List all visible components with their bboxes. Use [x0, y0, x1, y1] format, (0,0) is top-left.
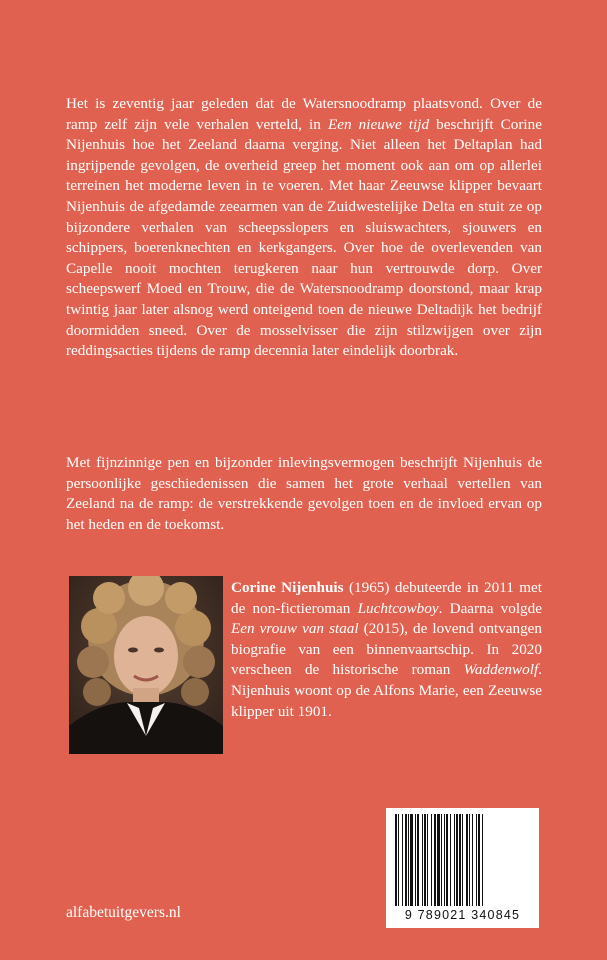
barcode-bar [434, 814, 436, 906]
isbn-number: 9 789021 340845 [404, 908, 521, 922]
author-bio [231, 578, 542, 722]
blurb-paragraph-2: Met fijnzinnige pen en bijzonder inlevingsvermogen beschrijft Nijenhuis de persoonlijke geschiedenissen die samen het grote verhaal vertellen van Zeeland na de ramp: de verstrekkende gevolgen toen en de invloed ervan op het heden en de toekomst. [66, 454, 542, 533]
barcode-bar [417, 814, 419, 906]
barcode-bar [476, 814, 477, 906]
barcode-bar [466, 814, 468, 906]
barcode-bar [405, 814, 407, 906]
isbn-barcode [386, 808, 539, 928]
barcode-bar [472, 814, 473, 906]
barcode-bar [462, 814, 463, 906]
blurb-paragraph-1 [66, 94, 542, 362]
barcode-bar [454, 814, 455, 906]
book-title: Een vrouw van staal [231, 620, 359, 638]
bio-text: . Daarna volgde [438, 599, 542, 617]
barcode-bar [424, 814, 426, 906]
bio-text: . Nijenhuis woont op de Alfons Marie, een Zeeuwse klipper uit 1901. [231, 661, 542, 720]
barcode-bar [410, 814, 413, 906]
barcode-bar [398, 814, 399, 906]
barcode-bar [444, 814, 445, 906]
barcode-bar [446, 814, 448, 906]
author-portrait-illustration [69, 576, 223, 754]
barcode-bar [427, 814, 428, 906]
barcode-bar [422, 814, 423, 906]
blurb-text: Het is zeventig jaar geleden dat de Watersnoodramp plaatsvond. Over de ramp zelf zijn vele verhalen verteld, in [66, 95, 542, 133]
barcode-bar [408, 814, 409, 906]
author-name: Corine Nijenhuis [231, 579, 344, 596]
bio-text: (1965) debuteerde in 2011 met de non-fictieroman [231, 579, 542, 617]
barcode-bar [478, 814, 480, 906]
author-photo [69, 576, 223, 754]
barcode-bar [482, 814, 483, 906]
barcode-bar [437, 814, 440, 906]
blurb-text: beschrijft Corine Nijenhuis hoe het Zeeland daarna verging. Niet alleen het Deltaplan had ingrijpende gevolgen, de overheid greep het moment ook aan om op allerlei terreinen het moderne leven in te voeren. Met haar Zeeuwse klipper bevaart Nijenhuis de afgedamde zeearmen van de Zuidwestelijke Delta en stuit ze op bijzondere verhalen van scheepsslopers en sluiswachters, sjouwers en schippers, boerenknechten en kerkgangers. Over hoe de overlevenden van Capelle nooit mochten terugkeren naar hun vertrouwde dorp. Over scheepswerf Moed en Trouw, die de Watersnoodramp doorstond, maar krap twintig jaar later alsnog werd onteigend toen de nieuwe Deltadijk het bedrijf doormidden sneed. Over de mosselvisser die zijn stilzwijgen over zijn reddingsacties tijdens de ramp decennia later eindelijk doorbrak. [66, 115, 542, 360]
barcode-bar [450, 814, 451, 906]
barcode-bar [456, 814, 458, 906]
barcode-bar [431, 814, 432, 906]
barcode-bar [395, 814, 397, 906]
barcode-bar [441, 814, 442, 906]
barcode-bars [386, 814, 539, 914]
publisher-url: alfabetuitgevers.nl [66, 904, 181, 921]
barcode-bar [402, 814, 403, 906]
barcode-bar [469, 814, 470, 906]
barcode-bar [459, 814, 461, 906]
bio-text: (2015), de lovend ontvangen biografie van een binnenvaartschip. In 2020 verscheen de historische roman [231, 620, 542, 679]
book-title: Een nieuwe tijd [327, 115, 430, 133]
book-title: Waddenwolf [463, 661, 539, 679]
barcode-bar [415, 814, 416, 906]
book-title: Luchtcowboy [357, 599, 439, 617]
